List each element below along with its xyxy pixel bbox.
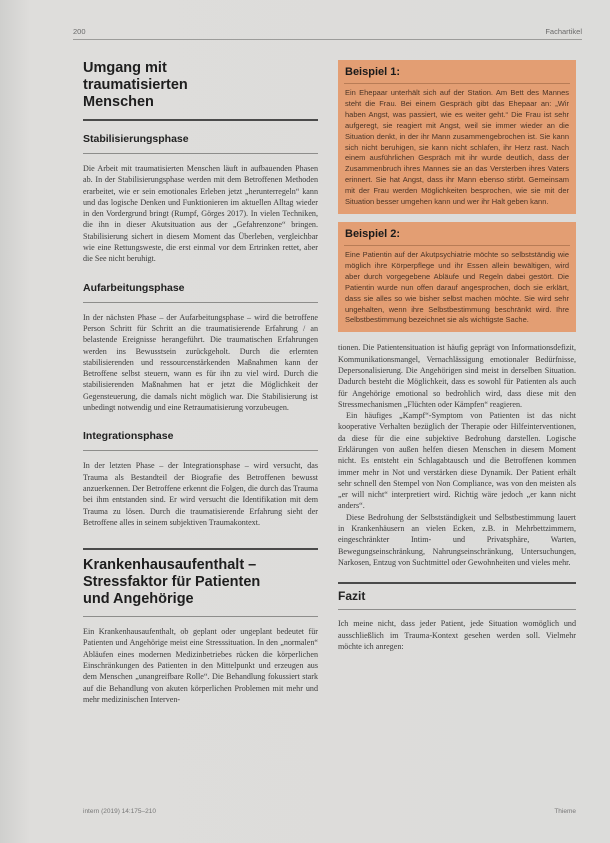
paragraph-krankenhaus: Ein Krankenhausaufenthalt, ob geplant oder ungeplant bedeutet für Patienten und Angehörige meist eine Stresssituation. In den „normalen“ Abläufen eines modernen Medizinbetriebes rücken die körperlichen Einschränkungen des Patienten in den Mittelpunkt und erzeugen aus dem Menschen „unangreifbare Rolle“. Die Behandlung fokussiert stark auf die Behandlung von akuten körperlichen Problemen mit mehr und mehr medizinischen Interven- bbox=[83, 627, 318, 704]
paragraph-bedrohung: Diese Bedrohung der Selbstständigkeit und Selbstbestimmung lauert in Krankenhäusern an vielen Ecken, z.B. in Mehrbettzimmern, eingeschränkter Intim- und Privatsphäre, Warten, Bewegungseinschränkung, Nahrungseinschränkung, Untersuchungen, Narkosen, Entzug von Suchtmittel oder Gewohnheiten und vieles mehr. bbox=[338, 512, 576, 567]
heading-stabilisierungsphase: Stabilisierungsphase bbox=[83, 133, 189, 145]
example-box-2-text: Eine Patientin auf der Akutpsychiatrie möchte so selbstständig wie möglich ihre Körperpflege und ihr Essen allein bewältigen, wird aber durch vorgegebene Abläufe und Regeln dabei gestört. Die Patientin wurde nun offen darauf angesprochen, doch sie erklärt, dass sie alles so wie bisher selbst machen möchte. Sie wird sehr ungehalten, wenn ihre Selbstbestimmung beschränkt wird. Ihre Selbstbestimmung bezeichnet sie als wichtigste Sache. bbox=[345, 249, 569, 325]
heading-rule bbox=[83, 302, 318, 303]
heading-rule bbox=[83, 153, 318, 154]
example-box-2-title: Beispiel 2: bbox=[345, 227, 401, 240]
paragraph-aufarbeitung: In der nächsten Phase – der Aufarbeitungsphase – wird die betroffene Person Schritt für Schritt an die traumatisierende Erfahrung / an belastende Ereignisse herangeführt. Die traumatischen Erfahrungen werden ins Bewusstsein zurückgeholt. Durch die erlernten stabilisierenden und ressourcenstärkenden Maßnahmen kann der Betroffene selbst steuern, wann es für ihn zu viel wird. Durch die stabilisierenden Maßnahmen hat er jetzt die Möglichkeit der Gegensteuerung, die damals nicht möglich war. Die Stabilisierung ist unbedingt notwendig und eine Retraumatisierung vorzubeugen. bbox=[83, 312, 318, 413]
footer-publisher: Thieme bbox=[554, 808, 576, 815]
section-rule bbox=[83, 548, 318, 550]
paragraph-stabilisierung: Die Arbeit mit traumatisierten Menschen läuft in aufbauenden Phasen ab. In der Stabilisierungsphase werden mit dem Betroffenen Methoden erarbeitet, wie er sein emotionales Erleben jetzt „herunterregeln“ kann und das logische Denken und Funktionieren im aktuellen Alltag wieder in den Vordergrund bringt (Rumpf, Görges 2017). In vielen Techniken, die ihn in dieser Akutsituation aus der „Gefahrenzone“ bringen. Stabilisierung sichert in diesem Moment das Überleben, vergleichbar wie eine Rettungsweste, die erst einmal vor dem Ertrinken rettet, aber die See nicht beruhigt. bbox=[83, 164, 318, 264]
heading-integrationsphase: Integrationsphase bbox=[83, 430, 174, 443]
article-title: Umgang mit traumatisierten Menschen bbox=[83, 60, 188, 110]
section-label: Fachartikel bbox=[545, 27, 582, 36]
title-rule bbox=[83, 119, 318, 121]
page-number: 200 bbox=[73, 27, 86, 36]
paragraph-fazit: Ich meine nicht, dass jeder Patient, jede Situation womöglich und ausschließlich im Trauma-Kontext gesehen werden soll. Vielmehr möchte ich anregen: bbox=[338, 619, 576, 651]
right-column bbox=[338, 60, 576, 652]
heading-aufarbeitungsphase: Aufarbeitungsphase bbox=[83, 281, 185, 294]
fazit-rule bbox=[338, 582, 576, 584]
paragraph-patientensituation: tionen. Die Patientensituation ist häufig geprägt von Informationsdefizit, Kommunikationsmangel, Vernachlässigung emotionaler Bedürfnisse, Depersonalisierung. Die Angehörigen sind meist in derselben Situation. Dadurch besteht die Möglichkeit, dass es sowohl für Patienten als auch für Angehörige emotional so bedrohlich wird, dass diese mit den Stressmechanismen „Flüchten oder Kämpfen“ reagieren. bbox=[338, 343, 576, 409]
heading-rule bbox=[83, 450, 318, 451]
example-box-1-text: Ein Ehepaar unterhält sich auf der Station. Am Bett des Mannes steht die Frau. Bei einem Gespräch gibt das Ehepaar an: „Wir haben Angst, was passiert, wie es weiter geht.“ Die Frau ist sehr aufgeregt, sie reagiert mit Angst, weil sie immer wieder an die Situation denkt, in der ihr Mann zusammengebrochen ist. Sie kann sich nicht beruhigen, sie kann nicht schlafen, ihr Herz rast. Nach einem ausführlichen Gespräch mit ihr wurde deutlich, dass der Zusammenbruch ihres Mannes sie an das Versterben ihres Vaters erinnert. Sie hat Angst, dass ihr Mann ebenso stirbt. Gemeinsam mit der Frau werden Möglichkeiten besprochen, wie sie mit der Situation besser umgehen kann und wer ihr Halt geben kann. bbox=[345, 88, 569, 207]
left-column bbox=[83, 60, 318, 705]
section-title-rule bbox=[83, 616, 318, 617]
heading-fazit: Fazit bbox=[338, 589, 366, 604]
example-box-1 bbox=[338, 60, 576, 214]
running-head bbox=[73, 27, 582, 40]
paragraph-kampf-symptom: Ein häufiges „Kampf“-Symptom von Patienten ist das nicht kooperative Verhalten bezüglich der Therapie oder Hilfeinterventionen, da diese für die eine subjektive Bedrohung darstellen. Logische Erklärungen von außen helfen diesen Menschen in diesem Moment nicht. Es entsteht ein Schlagabtausch und die Betroffenen kommen immer mehr in Not und verstärken diese Dynamik. Der Patient erhält sehr schnell den Stempel von Non Compliance, was von den meisten als „er will nicht“ interpretiert wird. Richtig wäre jedoch „er kann nicht anders“. bbox=[338, 411, 576, 511]
section-title-krankenhaus: Krankenhausaufenthalt – Stressfaktor für Patienten und Angehörige bbox=[83, 557, 261, 608]
example-box-1-title: Beispiel 1: bbox=[345, 66, 401, 78]
example-box-2 bbox=[338, 222, 576, 332]
fazit-heading-rule bbox=[338, 609, 576, 610]
paragraph-integration: In der letzten Phase – der Integrationsphase – wird versucht, das Trauma als Bestandteil der Biografie des Betroffenen bewusst anzuerkennen. Der Betroffene erkennt die Folgen, die durch das Trauma bei ihm entstanden sind. Er wird versucht die Identifikation mit dem Trauma zu lösen. Durch die traumatisierende Erfahrung sieht der Betroffene alles in seinem subjektiven Traumakontext. bbox=[83, 461, 318, 527]
footer-citation: intern (2019) 14:175–210 bbox=[83, 808, 157, 815]
